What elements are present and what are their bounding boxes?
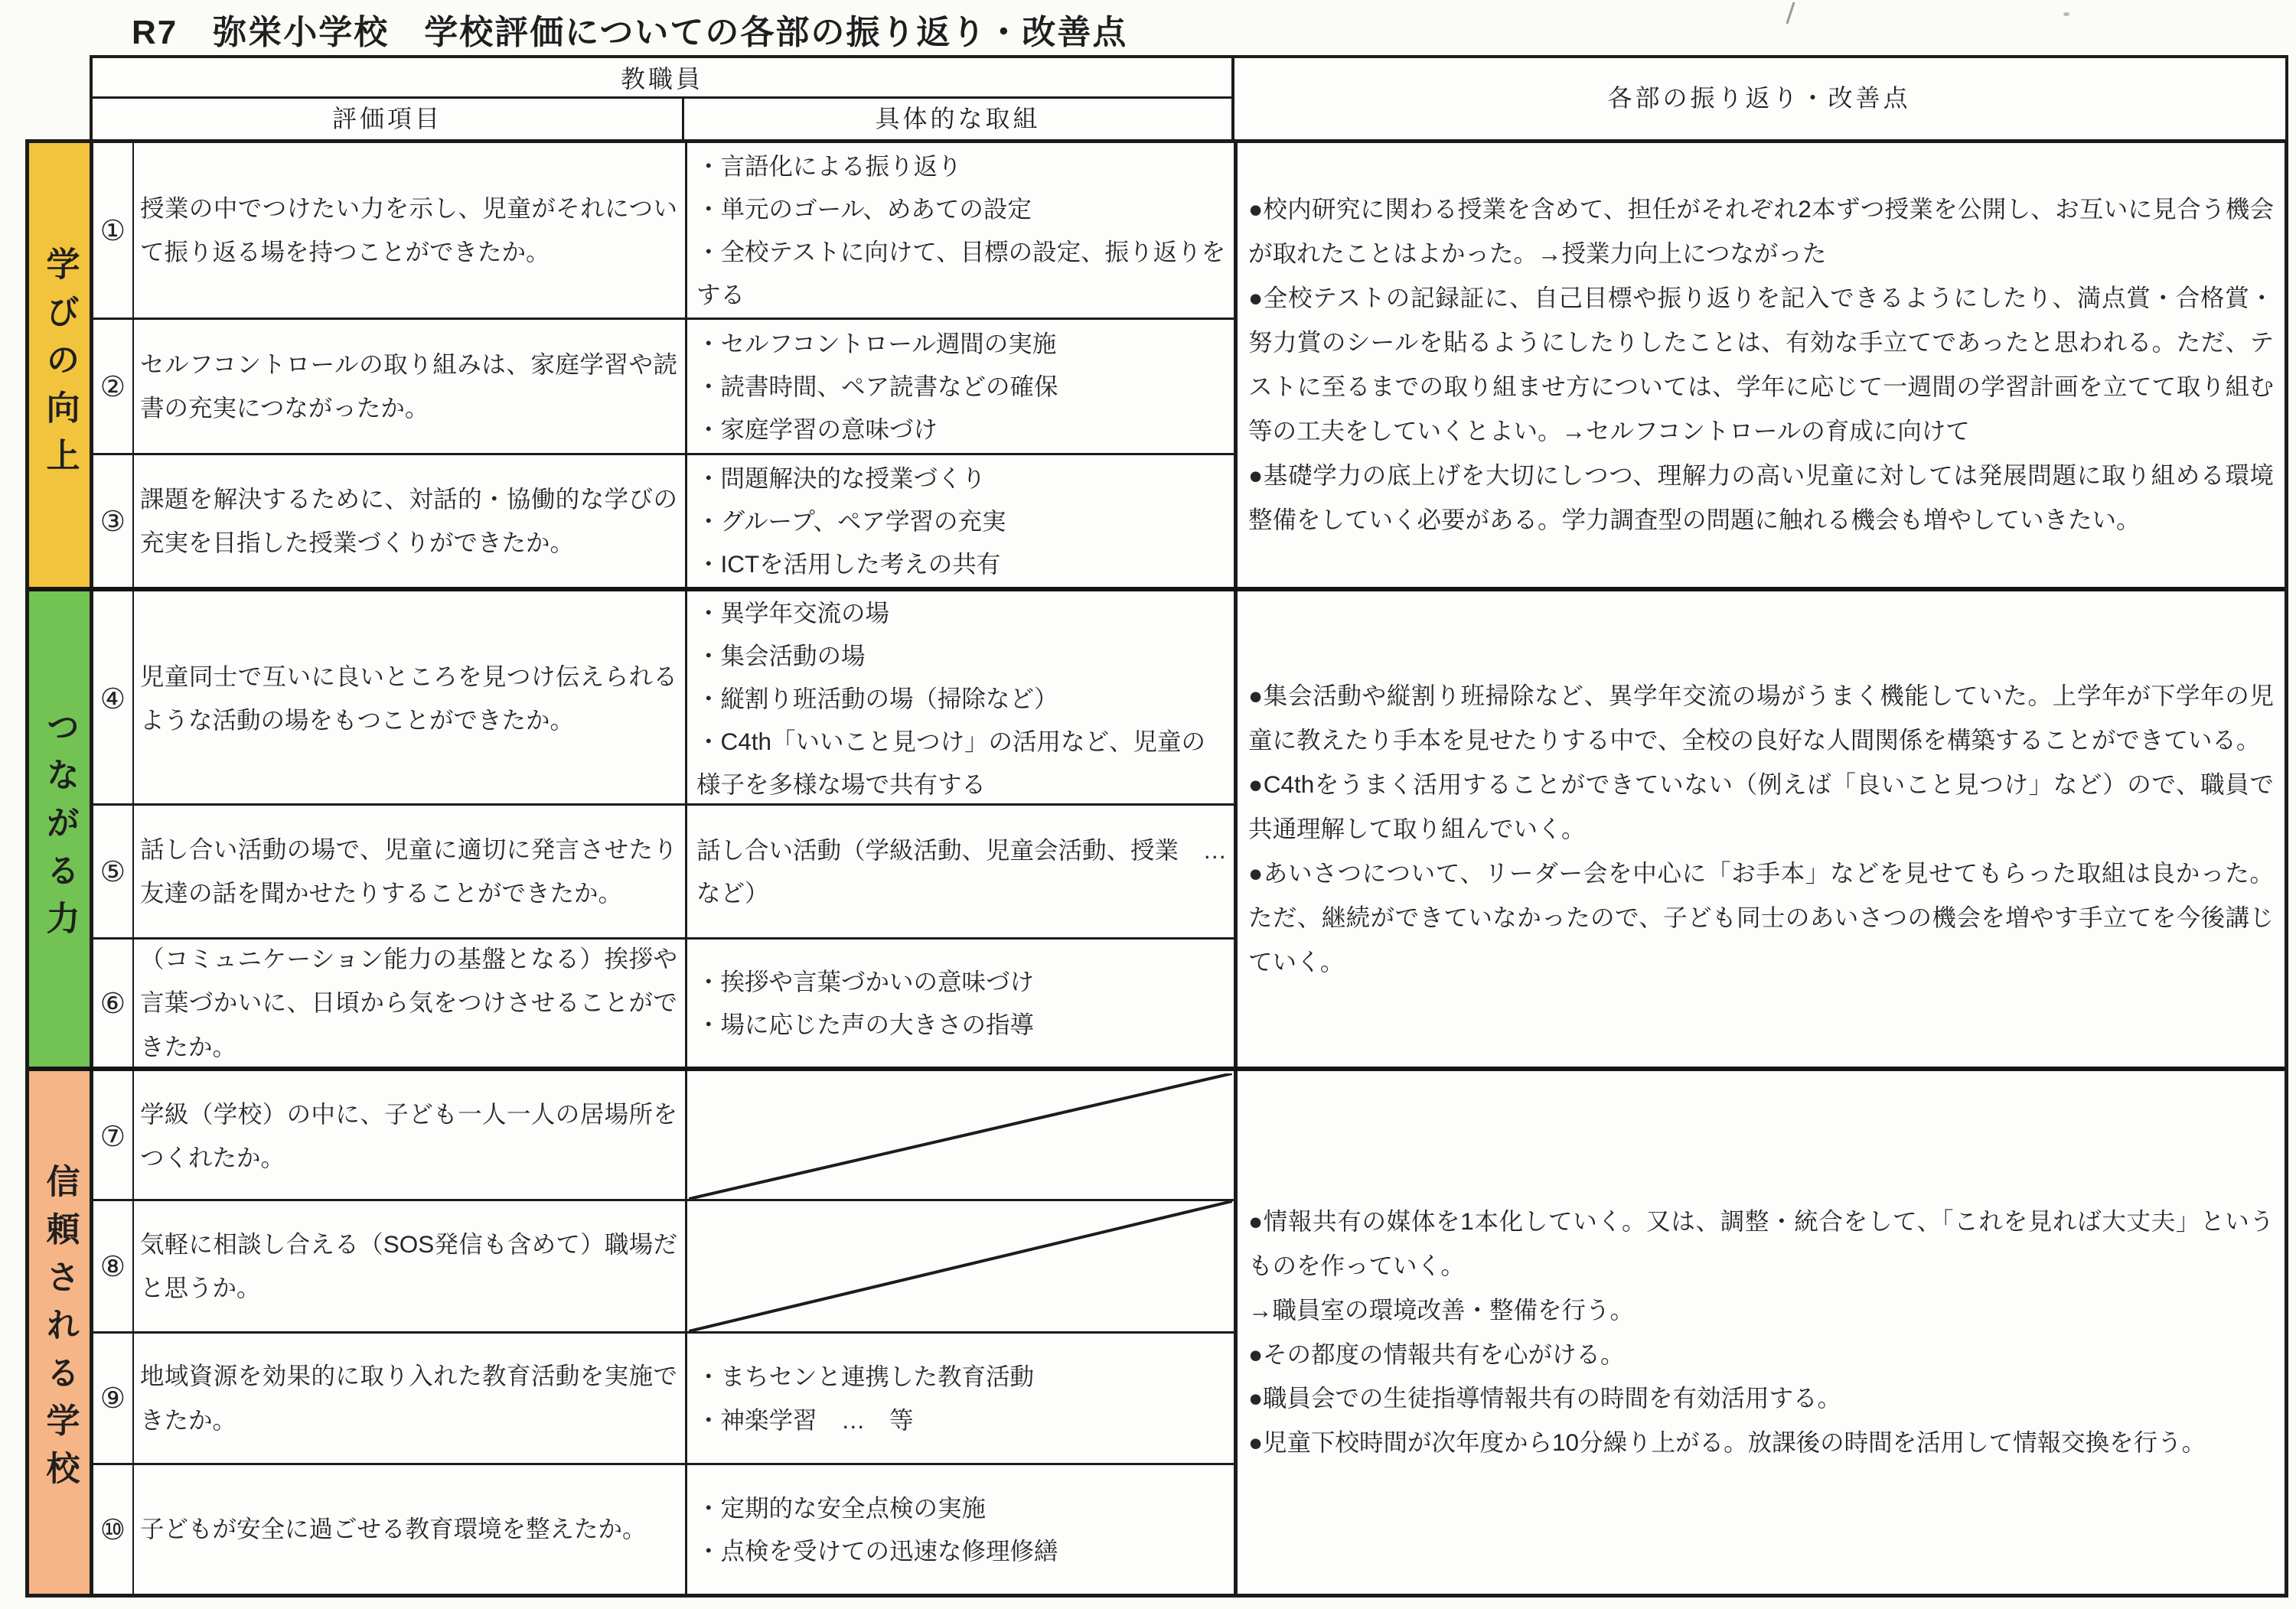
action-cell [689, 455, 1232, 587]
row-number: ⑦ [99, 1120, 126, 1152]
action-cell [689, 806, 1232, 937]
item-text: 児童同士で互いに良いところを見つけ伝えられるような活動の場をもつことができたか。 [140, 662, 677, 734]
action-cell [689, 940, 1232, 1067]
header-col-review: 各部の振り返り・改善点 [1607, 84, 1911, 112]
item-cell [135, 806, 682, 937]
action-line: ・神楽学習 … 等 [696, 1405, 914, 1434]
diagonal-slash [689, 1073, 1232, 1199]
item-cell [135, 1073, 682, 1199]
item-text: 気軽に相談し合える（SOS発信も含めて）職場だと思うか。 [140, 1230, 677, 1301]
action-line: ・挨拶や言葉づかいの意味づけ [696, 967, 1035, 995]
grid-line [132, 143, 134, 1594]
action-line: ・縦割り班活動の場（掃除など） [696, 684, 1058, 712]
action-line: ・点検を受けての迅速な修理修繕 [696, 1537, 1058, 1565]
action-line: ・異学年交流の場 [696, 598, 890, 627]
review-cell [1239, 1071, 2283, 1594]
review-paragraph: ●集会活動や縦割り班掃除など、異学年交流の場がうまく機能していた。上学年が下学年の児童に教えたり手本を見せたりする中で、全校の良好な人間関係を構築することができている。 [1248, 682, 2274, 754]
review-cell [1239, 592, 2283, 1067]
row-number: ⑤ [99, 855, 126, 888]
action-cell-empty [689, 1201, 1232, 1331]
action-line: ・全校テストに向けて、目標の設定、振り返りをする [696, 238, 1226, 309]
action-cell [689, 143, 1232, 318]
section-label: 信頼される学校 [41, 1164, 79, 1499]
header-staff-group: 教職員 [620, 65, 703, 93]
action-line: ・集会活動の場 [696, 641, 866, 669]
item-cell [135, 940, 682, 1067]
action-line: ・単元のゴール、めあての設定 [696, 194, 1032, 223]
pen-mark [1786, 2, 1795, 24]
item-text: 授業の中でつけたい力を示し、児童がそれについて振り返る場を持つことができたか。 [140, 194, 677, 265]
action-line: ・セルフコントロール週間の実施 [696, 329, 1057, 357]
section-label: つながる力 [41, 709, 79, 949]
action-line: ・グループ、ペア学習の充実 [696, 506, 1006, 535]
row-number: ① [99, 214, 126, 246]
item-text: セルフコントロールの取り組みは、家庭学習や読書の充実につながったか。 [140, 350, 677, 422]
grid-line [1234, 143, 1238, 1594]
section-label: 学びの向上 [41, 246, 79, 486]
item-text: 子どもが安全に過ごせる教育環境を整えたか。 [140, 1515, 647, 1543]
item-cell [135, 143, 682, 318]
action-cell-empty [689, 1073, 1232, 1199]
action-line: ・言語化による振り返り [696, 151, 962, 180]
review-paragraph: ●職員会での生徒指導情報共有の時間を有効活用する。 [1248, 1384, 1842, 1412]
header-col-item: 評価項目 [331, 104, 442, 132]
review-paragraph: ●基礎学力の底上げを大切にしつつ、理解力の高い児童に対しては発展問題に取り組める環境整備をしていく必要がある。学力調査型の問題に触れる機会も増やしていきたい。 [1248, 461, 2274, 533]
review-paragraph: ●C4thをうまく活用することができていない（例えば「良いこと見つけ」など）ので、職員で共通理解して取り組んでいく。 [1248, 770, 2274, 843]
row-number: ⑧ [99, 1250, 126, 1282]
item-cell [135, 1334, 682, 1463]
row-number: ③ [99, 505, 126, 537]
action-line: ・まちセンと連携した教育活動 [696, 1363, 1035, 1391]
header-col-action: 具体的な取組 [875, 104, 1041, 132]
item-text: 話し合い活動の場で、児童に適切に発言させたり友達の話を聞かせたりすることができたか。 [140, 835, 677, 907]
action-line: ・場に応じた声の大きさの指導 [696, 1011, 1035, 1038]
row-number: ④ [99, 682, 126, 715]
review-paragraph: →職員室の環境改善・整備を行う。 [1248, 1295, 1635, 1324]
action-line: ・問題解決的な授業づくり [696, 464, 987, 492]
page-title: R7 弥栄小学校 学校評価についての各部の振り返り・改善点 [132, 14, 1128, 51]
review-paragraph: ●校内研究に関わる授業を含めて、担任がそれぞれ2本ずつ授業を公開し、お互いに見合う機会が取れたことはよかった。→授業力向上につながった [1248, 195, 2274, 268]
item-cell [135, 1201, 682, 1331]
grid-line [685, 143, 687, 1594]
item-cell [135, 1465, 682, 1594]
action-cell [689, 320, 1232, 453]
section-strip-shinrai [29, 1069, 90, 1594]
action-line: ・C4th「いいこと見つけ」の活用など、児童の様子を多様な場で共有する [696, 728, 1206, 799]
item-text: （コミュニケーション能力の基盤となる）挨拶や言葉づかいに、日頃から気をつけさせることができたか。 [140, 945, 677, 1060]
item-text: 学級（学校）の中に、子ども一人一人の居場所をつくれたか。 [140, 1099, 677, 1171]
section-strip-tsunagaru [29, 589, 90, 1069]
row-number: ⑥ [99, 987, 126, 1019]
action-line: ・ICTを活用した考えの共有 [696, 550, 1001, 578]
pen-mark [2063, 12, 2069, 16]
action-line: ・家庭学習の意味づけ [696, 415, 938, 444]
action-cell [689, 594, 1232, 803]
section-strip-manabi [29, 143, 90, 589]
table-header [90, 55, 2288, 139]
row-number: ② [99, 370, 126, 402]
table-body [25, 139, 2288, 1598]
review-cell [1239, 143, 2283, 587]
item-cell [135, 594, 682, 803]
row-number: ⑩ [99, 1513, 126, 1545]
item-cell [135, 320, 682, 453]
review-paragraph: ●児童下校時間が次年度から10分繰り上がる。放課後の時間を活用して情報交換を行う。 [1248, 1428, 2206, 1457]
item-text: 課題を解決するために、対話的・協働的な学びの充実を目指した授業づくりができたか。 [140, 484, 677, 556]
row-number: ⑨ [99, 1383, 126, 1414]
item-text: 地域資源を効果的に取り入れた教育活動を実施できたか。 [140, 1362, 677, 1434]
action-line: ・定期的な安全点検の実施 [696, 1493, 987, 1522]
action-line: 話し合い活動（学級活動、児童会活動、授業 …など） [696, 835, 1228, 907]
action-cell [689, 1334, 1232, 1463]
review-paragraph: ●あいさつについて、リーダー会を中心に「お手本」などを見せてもらった取組は良かった。ただ、継続ができていなかったので、子ども同士のあいさつの機会を増やす手立てを今後講じていく。 [1248, 858, 2274, 975]
review-paragraph: ●情報共有の媒体を1本化していく。又は、調整・統合をして、「これを見れば大丈夫」というものを作っていく。 [1248, 1207, 2274, 1279]
action-line: ・読書時間、ペア読書などの確保 [696, 372, 1058, 400]
action-cell [689, 1465, 1232, 1594]
diagonal-slash [689, 1201, 1232, 1331]
review-paragraph: ●その都度の情報共有を心がける。 [1248, 1340, 1625, 1368]
item-cell [135, 455, 682, 587]
review-paragraph: ●全校テストの記録証に、自己目標や振り返りを記入できるようにしたり、満点賞・合格賞・努力賞のシールを貼るようにしたりしたことは、有効な手立てであったと思われる。ただ、テストに至るまでの取り組ませ方については、学年に応じて一週間の学習計画を立てて取り組む等の工夫をしていくとよい。→セルフコントロールの育成に向けて [1248, 284, 2274, 445]
